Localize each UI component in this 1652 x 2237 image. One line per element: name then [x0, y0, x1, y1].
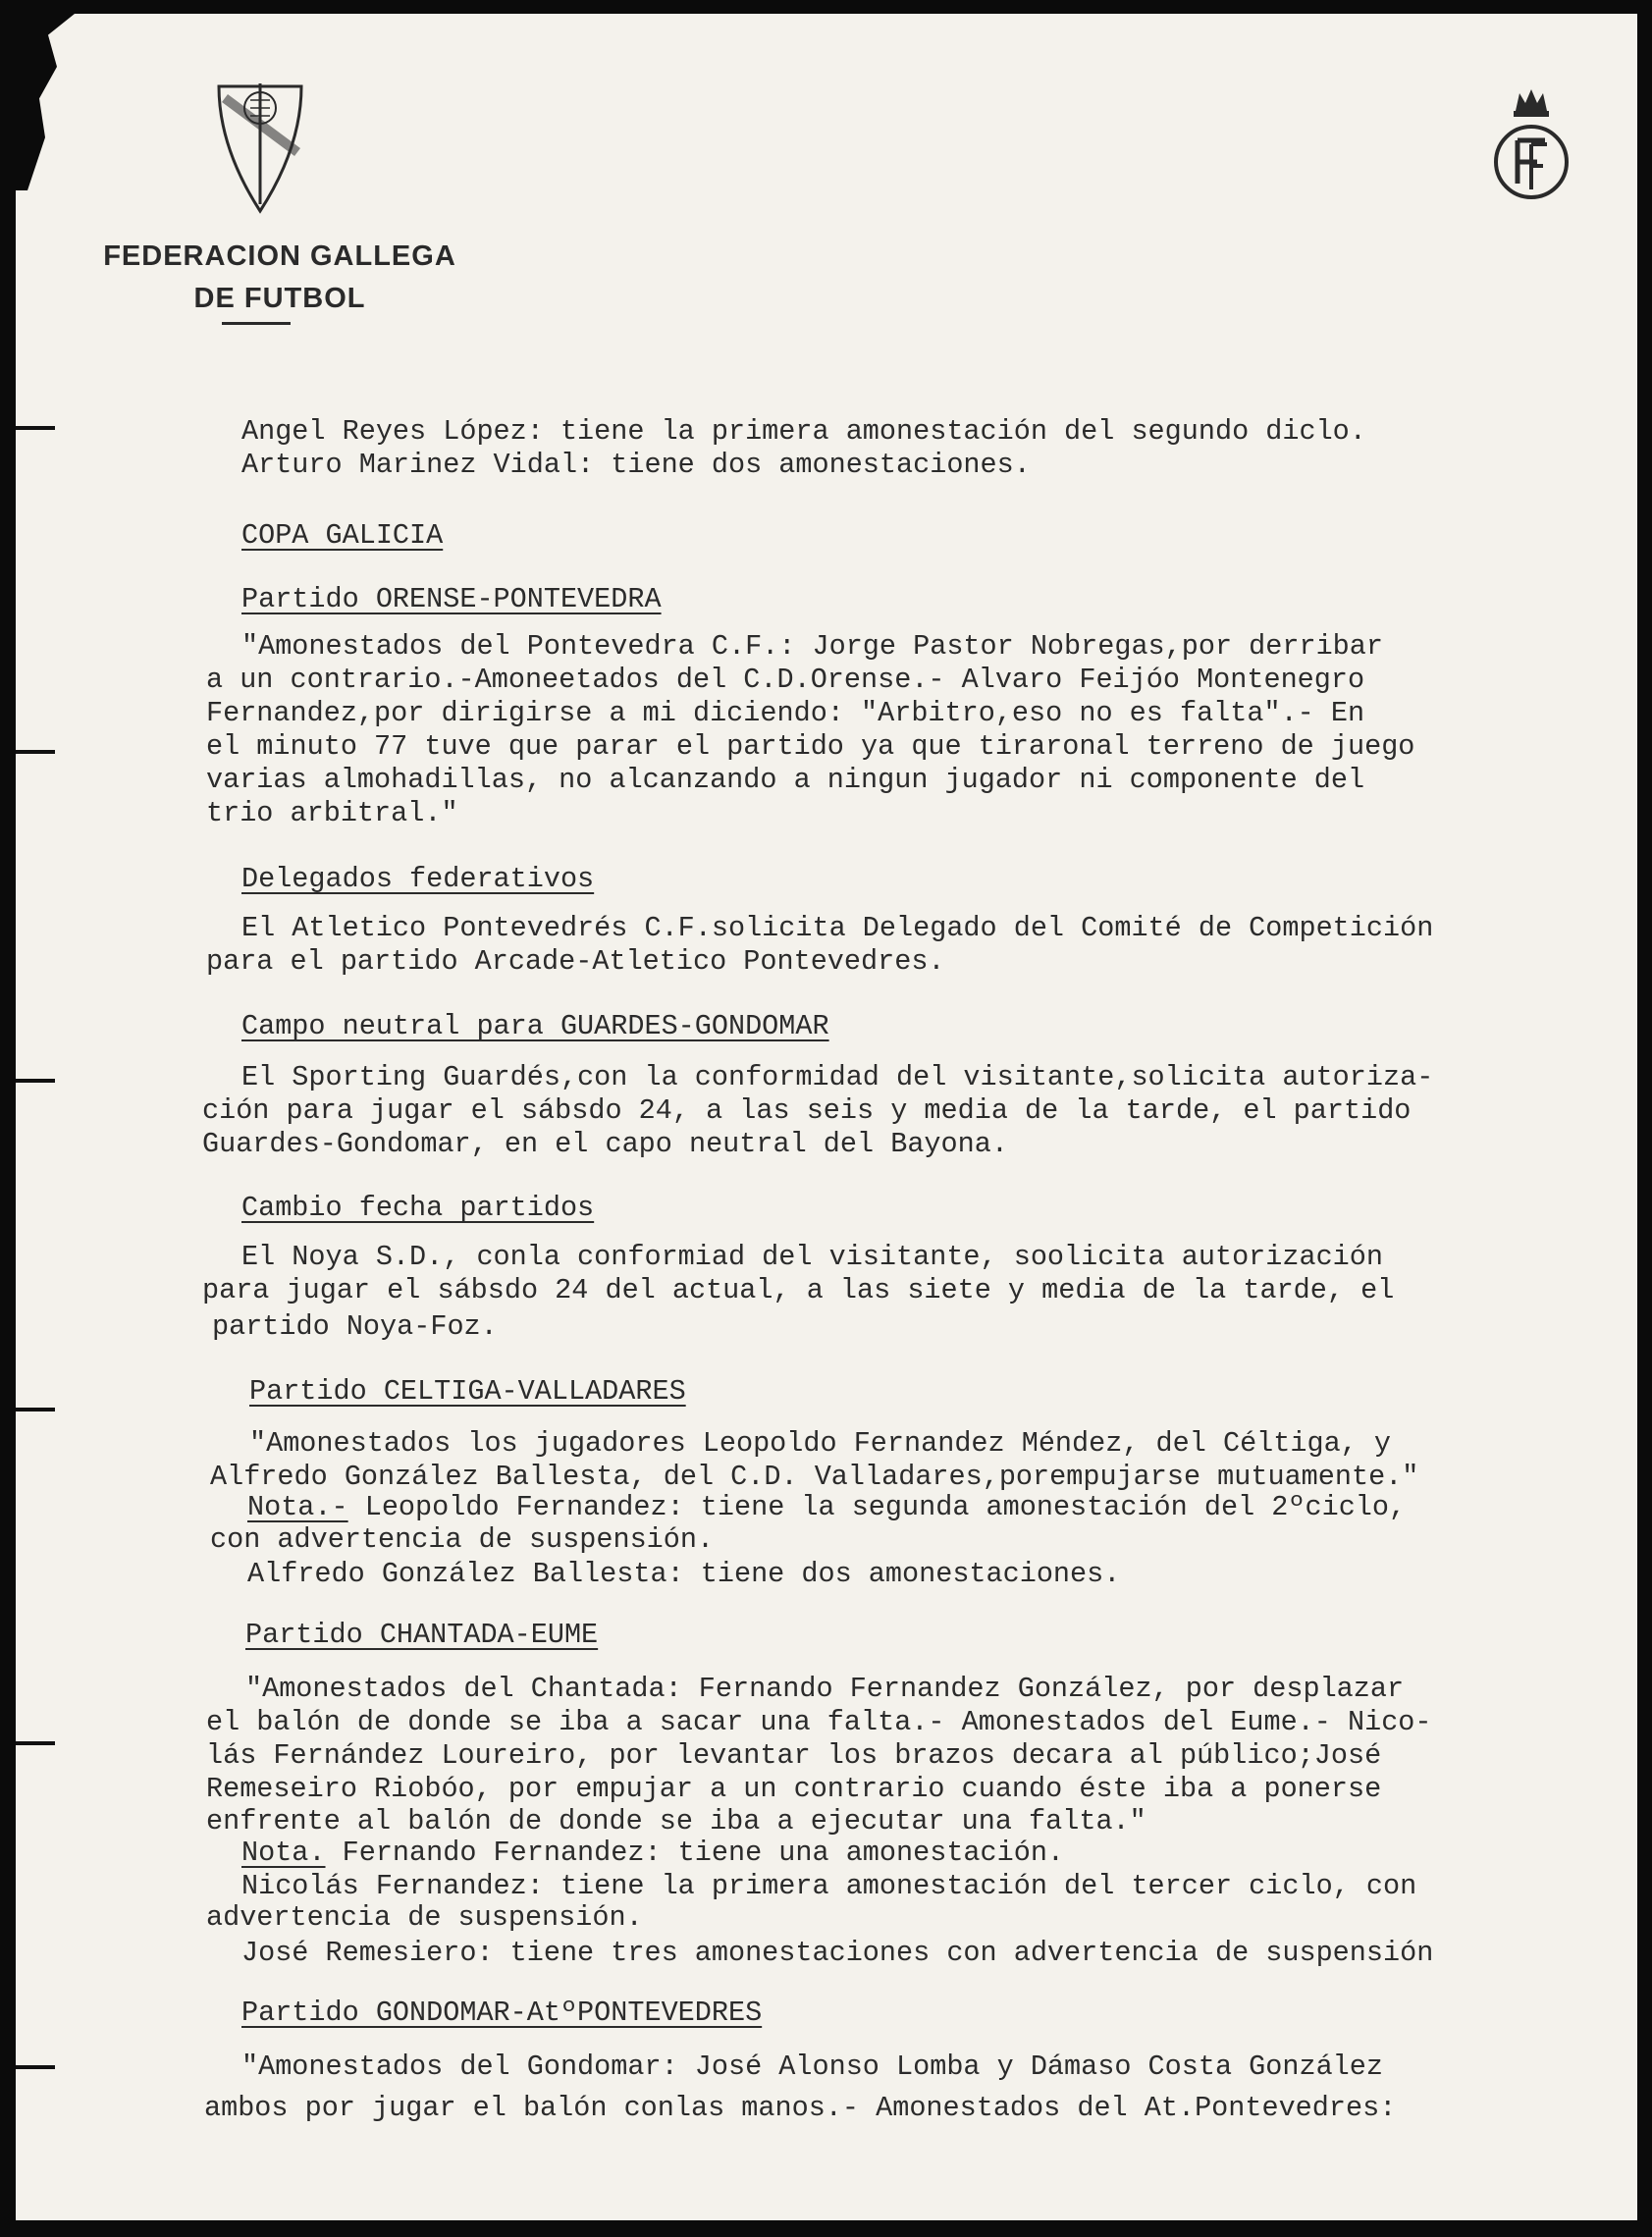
margin-mark: [16, 750, 55, 754]
text-line: ción para jugar el sábsdo 24, a las seis y media de la tarde, el partido: [202, 1094, 1412, 1127]
text-line: a un contrario.-Amoneetados del C.D.Orense.- Alvaro Feijóo Montenegro: [206, 664, 1365, 696]
text-line: Angel Reyes López: tiene la primera amonestación del segundo diclo.: [241, 415, 1366, 448]
note-label: Nota.: [241, 1837, 326, 1869]
text-line: con advertencia de suspensión.: [210, 1523, 715, 1556]
text-line: ambos por jugar el balón conlas manos.- Amonestados del At.Pontevedres:: [204, 2092, 1397, 2124]
text-line: Guardes-Gondomar, en el capo neutral del Bayona.: [202, 1128, 1008, 1160]
text-line: el minuto 77 tuve que parar el partido ya que tiraronal terreno de juego: [206, 730, 1415, 763]
organization-name: [59, 236, 501, 320]
section-heading: Partido CELTIGA-VALLADARES: [249, 1375, 686, 1408]
text-line: enfrente al balón de donde se iba a ejecutar una falta.": [206, 1805, 1146, 1838]
section-heading: Campo neutral para GUARDES-GONDOMAR: [241, 1010, 829, 1042]
text-line: Arturo Marinez Vidal: tiene dos amonestaciones.: [241, 449, 1031, 481]
letterhead-rule: [222, 322, 291, 325]
text-line: trio arbitral.": [206, 797, 458, 829]
text-line: El Atletico Pontevedrés C.F.solicita Delegado del Comité de Competición: [241, 912, 1434, 944]
margin-mark: [16, 2065, 55, 2069]
section-heading: Partido CHANTADA-EUME: [245, 1619, 599, 1651]
text-line: advertencia de suspensión.: [206, 1901, 643, 1934]
section-heading: COPA GALICIA: [241, 519, 444, 552]
text-line: Nicolás Fernandez: tiene la primera amonestación del tercer ciclo, con: [241, 1870, 1417, 1902]
torn-corner: [16, 14, 75, 190]
margin-mark: [16, 1741, 55, 1745]
section-heading: Cambio fecha partidos: [241, 1192, 595, 1224]
shield-sword-crest-icon: [211, 79, 309, 216]
section-heading: Partido GONDOMAR-AtºPONTEVEDRES: [241, 1997, 763, 2029]
org-line-2: DE FUTBOL: [193, 283, 366, 314]
text-line: José Remesiero: tiene tres amonestaciones con advertencia de suspensión: [241, 1937, 1434, 1969]
note-line: [241, 1838, 1064, 1869]
text-line: varias almohadillas, no alcanzando a ningun jugador ni componente del: [206, 764, 1365, 796]
text-line: Fernandez,por dirigirse a mi diciendo: "Arbitro,eso no es falta".- En: [206, 697, 1365, 729]
section-heading: Partido ORENSE-PONTEVEDRA: [241, 583, 662, 615]
text-line: El Sporting Guardés,con la conformidad del visitante,solicita autoriza-: [241, 1061, 1434, 1093]
margin-mark: [16, 426, 55, 430]
text-line: "Amonestados del Gondomar: José Alonso Lomba y Dámaso Costa González: [241, 2051, 1383, 2083]
note-text: Fernando Fernandez: tiene una amonestación.: [325, 1837, 1065, 1869]
text-line: Alfredo González Ballesta: tiene dos amonestaciones.: [247, 1558, 1121, 1590]
text-line: para jugar el sábsdo 24 del actual, a las siete y media de la tarde, el: [202, 1274, 1395, 1306]
text-line: para el partido Arcade-Atletico Pontevedres.: [206, 945, 945, 978]
text-line: Alfredo González Ballesta, del C.D. Valladares,porempujarse mutuamente.": [210, 1461, 1419, 1493]
margin-mark: [16, 1408, 55, 1411]
text-line: "Amonestados del Chantada: Fernando Fernandez González, por desplazar: [245, 1673, 1405, 1705]
margin-mark: [16, 1079, 55, 1083]
text-line: Remeseiro Riobóo, por empujar a un contrario cuando éste iba a ponerse: [206, 1773, 1382, 1805]
note-line: [247, 1492, 1406, 1523]
text-line: El Noya S.D., conla conformiad del visitante, soolicita autorización: [241, 1241, 1383, 1273]
org-line-1: FEDERACION GALLEGA: [103, 240, 456, 272]
crowned-rfef-emblem-icon: [1482, 83, 1580, 211]
note-label: Nota.-: [247, 1491, 348, 1523]
text-line: "Amonestados los jugadores Leopoldo Fernandez Méndez, del Céltiga, y: [249, 1427, 1391, 1460]
section-heading: Delegados federativos: [241, 863, 595, 895]
text-line: "Amonestados del Pontevedra C.F.: Jorge Pastor Nobregas,por derribar: [241, 630, 1383, 663]
text-line: el balón de donde se iba a sacar una falta.- Amonestados del Eume.- Nico-: [206, 1706, 1432, 1738]
text-line: partido Noya-Foz.: [212, 1310, 498, 1343]
text-line: lás Fernández Loureiro, por levantar los brazos decara al público;José: [206, 1739, 1382, 1772]
note-text: Leopoldo Fernandez: tiene la segunda amonestación del 2ºciclo,: [347, 1491, 1407, 1523]
